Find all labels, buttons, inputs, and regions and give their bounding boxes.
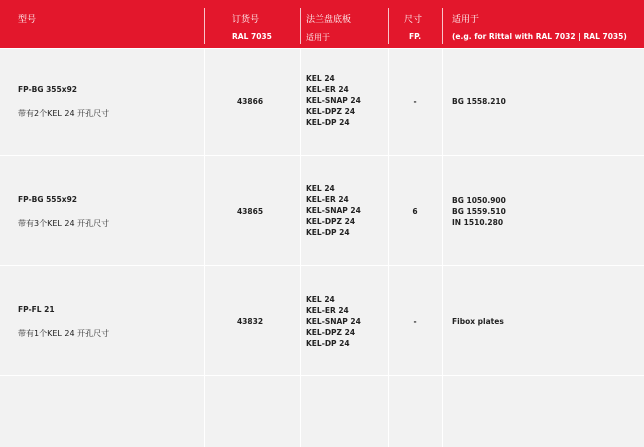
product-description: 带有3个KEL 24 开孔尺寸 [18, 219, 110, 228]
flange-type: KEL-DP 24 [306, 339, 350, 348]
flange-type: KEL-ER 24 [306, 195, 349, 204]
column-divider [204, 48, 205, 447]
flange-type: KEL 24 [306, 184, 335, 193]
column-divider [442, 48, 443, 447]
header-divider [300, 8, 301, 44]
header-flange [306, 0, 376, 48]
flange-type: KEL 24 [306, 74, 335, 83]
application-item: BG 1050.900 [452, 196, 506, 205]
header-divider [442, 8, 443, 44]
header-size-sub: FP. [409, 32, 422, 41]
flange-type: KEL-SNAP 24 [306, 317, 361, 326]
flange-type: KEL-DPZ 24 [306, 107, 356, 116]
header-divider [204, 8, 205, 44]
row-divider [0, 375, 644, 376]
product-description: 带有2个KEL 24 开孔尺寸 [18, 109, 110, 118]
header-for-sub: (e.g. for Rittal with RAL 7032 | RAL 7035) [452, 32, 627, 41]
header-type [18, 0, 198, 48]
flange-type-list [306, 294, 361, 349]
header-order-ral: RAL 7035 [232, 32, 272, 41]
flange-type: KEL-DP 24 [306, 228, 350, 237]
header-size-label: 尺寸 [404, 15, 423, 25]
product-code: FP-BG 555x92 [18, 195, 78, 204]
header-flange-label: 法兰盘底板 [306, 15, 352, 25]
row-divider [0, 155, 644, 156]
product-description: 带有1个KEL 24 开孔尺寸 [18, 329, 110, 338]
flange-type: KEL-SNAP 24 [306, 206, 361, 215]
flange-type: KEL-SNAP 24 [306, 96, 361, 105]
application-list [452, 96, 506, 107]
column-divider [300, 48, 301, 447]
flange-type: KEL-DPZ 24 [306, 328, 356, 337]
header-size [404, 0, 434, 48]
flange-type: KEL-ER 24 [306, 306, 349, 315]
order-number: 43866 [236, 97, 264, 106]
product-code: FP-BG 355x92 [18, 85, 78, 94]
application-item: Fibox plates [452, 317, 504, 326]
application-item: BG 1558.210 [452, 97, 506, 106]
product-code: FP-FL 21 [18, 305, 55, 314]
order-number: 43832 [236, 317, 264, 326]
column-divider [388, 48, 389, 447]
row-divider [0, 265, 644, 266]
size-value: 6 [412, 207, 418, 216]
table-header [0, 0, 644, 48]
row-divider [0, 48, 644, 49]
header-for-label: 适用于 [452, 15, 480, 25]
header-for [452, 0, 642, 48]
flange-type: KEL-ER 24 [306, 85, 349, 94]
header-order [232, 0, 292, 48]
header-divider [388, 8, 389, 44]
application-item: IN 1510.280 [452, 218, 504, 227]
flange-type: KEL-DP 24 [306, 118, 350, 127]
header-order-label: 订货号 [232, 15, 260, 25]
flange-type: KEL-DPZ 24 [306, 217, 356, 226]
application-list [452, 195, 506, 228]
application-list [452, 316, 504, 327]
flange-type-list [306, 183, 361, 238]
header-flange-sub: 适用于 [306, 33, 330, 42]
header-type-label: 型号 [18, 15, 37, 25]
size-value: - [413, 97, 417, 106]
order-number: 43865 [236, 207, 264, 216]
size-value: - [413, 317, 417, 326]
flange-type: KEL 24 [306, 295, 335, 304]
application-item: BG 1559.510 [452, 207, 506, 216]
flange-type-list [306, 73, 361, 128]
